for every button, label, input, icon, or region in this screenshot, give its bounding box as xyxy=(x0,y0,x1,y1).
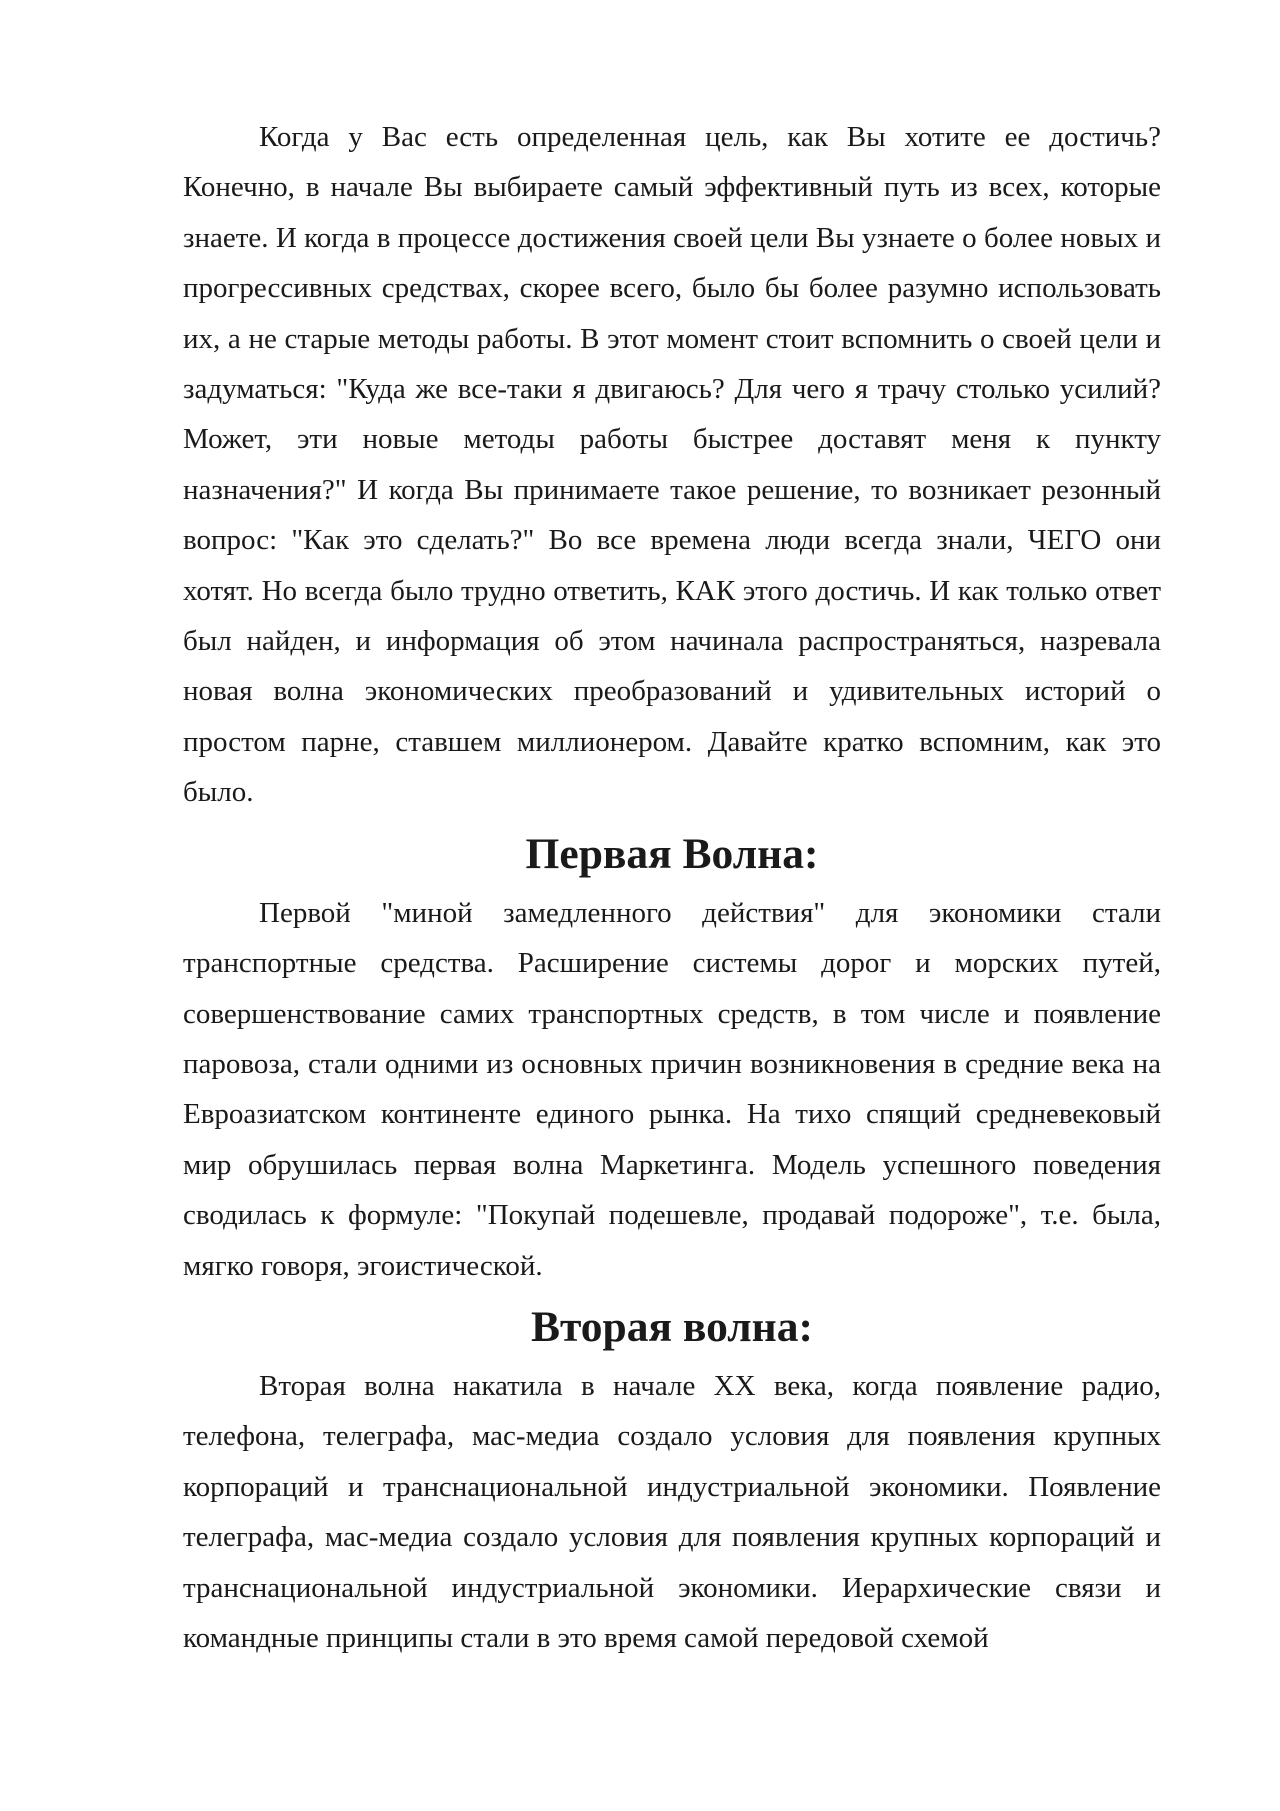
section-heading-second-wave: Вторая волна: xyxy=(531,1302,813,1351)
section-paragraph-second-wave: Вторая волна накатила в начале XX века, когда появление радио, телефона, телеграфа, мас-медиа создало условия для появления крупных корпораций и транснациональной индустриальной экономики. Появление телеграфа, мас-медиа создало условия для появления крупных корпораций и транснациональной индустриальной экономики. Иерархические связи и командные принципы стали в это время самой передовой схемой xyxy=(183,1369,1161,1654)
document-body xyxy=(183,112,1161,1663)
intro-paragraph: Когда у Вас есть определенная цель, как Вы хотите ее достичь? Конечно, в начале Вы выбираете самый эффективный путь из всех, которые знаете. И когда в процессе достижения своей цели Вы узнаете о более новых и прогрессивных средствах, скорее всего, было бы более разумно использовать их, а не старые методы работы. В этот момент стоит вспомнить о своей цели и задуматься: "Куда же все-таки я двигаюсь? Для чего я трачу столько усилий? Может, эти новые методы работы быстрее доставят меня к пункту назначения?" И когда Вы принимаете такое решение, то возникает резонный вопрос: "Как это сделать?" Во все времена люди всегда знали, ЧЕГО они хотят. Но всегда было трудно ответить, КАК этого достичь. И как только ответ был найден, и информация об этом начинала распространяться, назревала новая волна экономических преобразований и удивительных историй о простом парне, ставшем миллионером. Давайте кратко вспомним, как это было. xyxy=(183,121,1161,809)
section-heading-first-wave: Первая Волна: xyxy=(525,829,819,878)
section-paragraph-first-wave: Первой "миной замедленного действия" для экономики стали транспортные средства. Расширение системы дорог и морских путей, совершенствование самих транспортных средств, в том числе и появление паровоза, стали одними из основных причин возникновения в средние века на Евроазиатском континенте единого рынка. На тихо спящий средневековый мир обрушилась первая волна Маркетинга. Модель успешного поведения сводилась к формуле: "Покупай подешевле, продавай подороже", т.е. была, мягко говоря, эгоистической. xyxy=(183,896,1161,1282)
